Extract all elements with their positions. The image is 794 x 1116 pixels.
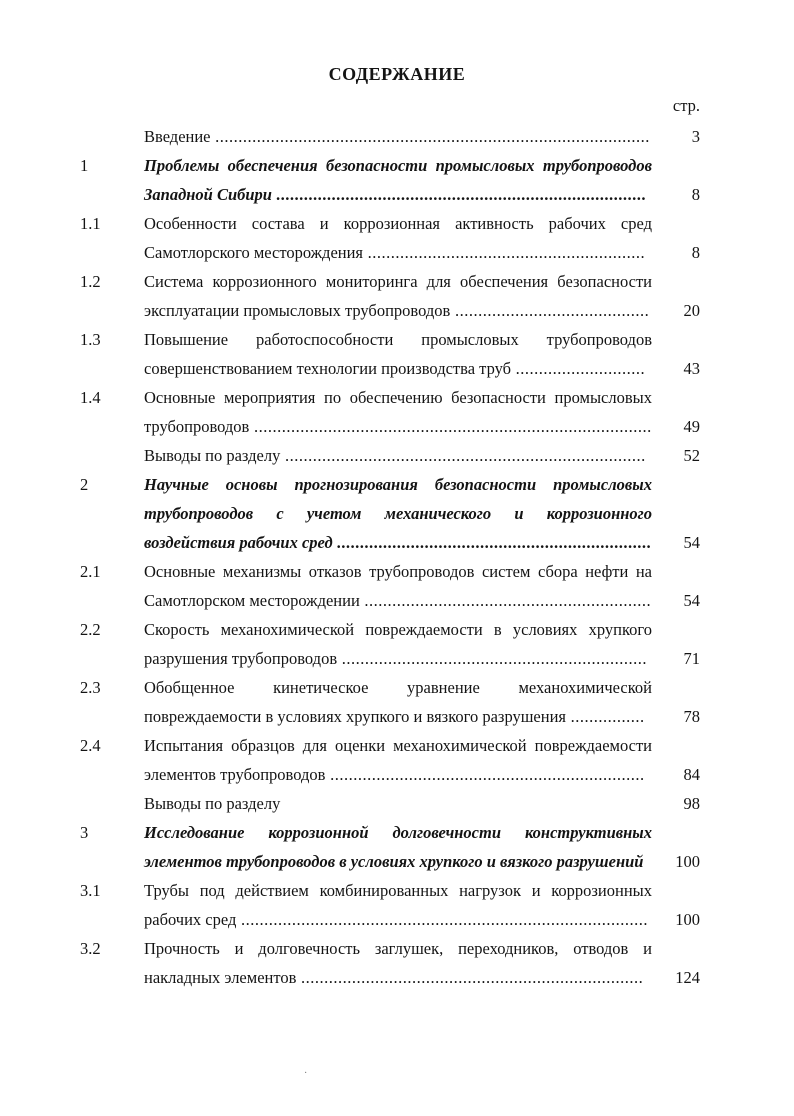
entry-number: 3.2: [80, 939, 101, 958]
entry-page: 54: [683, 533, 700, 552]
leader-dots: ................................................................................: [272, 185, 647, 204]
leader-dots: ......................................................................................: [249, 417, 652, 436]
leader-dots: ....................................................................: [325, 765, 645, 784]
entry-page: 8: [691, 243, 700, 262]
toc-entry: [80, 731, 700, 789]
entry-title: Исследование коррозионной долговечности конструктивных элементов трубопроводов в условиях хрупкого и вязкого разрушений: [144, 823, 652, 871]
entry-number: 2.2: [80, 620, 101, 639]
entry-page: 100: [675, 852, 700, 871]
page-column-label: стр.: [672, 96, 700, 115]
leader-dots: ..............................................................: [359, 591, 652, 610]
entry-page: 49: [683, 417, 700, 436]
entry-page: 20: [683, 301, 700, 320]
entry-page: 52: [683, 446, 700, 465]
toc-entry: [80, 789, 700, 818]
entry-page: 78: [683, 707, 700, 726]
entry-page: 98: [683, 794, 700, 813]
toc-entry: [80, 557, 700, 615]
entry-number: 2.4: [80, 736, 101, 755]
toc-entry: [80, 615, 700, 673]
entry-title: Выводы по разделу: [144, 794, 281, 813]
entry-number: 2.1: [80, 562, 101, 581]
entry-number: 3: [80, 823, 89, 842]
leader-dots: ............................: [511, 359, 646, 378]
entry-title: Основные механизмы отказов трубопроводов систем сбора нефти на Самотлорском месторождении: [144, 562, 652, 610]
toc-entry: [80, 122, 700, 151]
entry-title: Трубы под действием комбинированных нагрузок и коррозионных рабочих сред: [144, 881, 652, 929]
entry-number: 1.3: [80, 330, 101, 349]
entry-page: 8: [691, 185, 700, 204]
leader-dots: ....................................................................: [332, 533, 652, 552]
leader-dots: ..................................................................: [337, 649, 647, 668]
entry-page: 100: [675, 910, 700, 929]
toc-entry: [80, 934, 700, 992]
leader-dots: ..............................................................................................: [210, 127, 650, 146]
entry-page: 43: [683, 359, 700, 378]
leader-dots: ..............................................................................: [280, 446, 646, 465]
entry-number: 2: [80, 475, 89, 494]
toc-entry-chapter: [80, 818, 700, 876]
leader-dots: ..........................................: [450, 301, 650, 320]
entry-number: 3.1: [80, 881, 101, 900]
entry-page: 84: [683, 765, 700, 784]
toc-entry: [80, 325, 700, 383]
toc-entry: [80, 267, 700, 325]
entry-title: Повышение работоспособности промысловых трубопроводов совершенствованием технологии производства труб: [144, 330, 652, 378]
entry-number: 1.1: [80, 214, 101, 233]
entry-number: 2.3: [80, 678, 101, 697]
leader-dots: ........................................................................................: [236, 910, 648, 929]
entry-title: Особенности состава и коррозионная активность рабочих сред Самотлорского месторождения: [144, 214, 652, 262]
entry-number: 1.4: [80, 388, 101, 407]
entry-title: Научные основы прогнозирования безопасности промысловых трубопроводов с учетом механического и коррозионного воздействия рабочих сред: [144, 475, 652, 552]
entry-number: 1: [80, 156, 89, 175]
toc-entry: [80, 441, 700, 470]
toc-entry-chapter: [80, 151, 700, 209]
toc-entry: [80, 673, 700, 731]
entry-page: 3: [691, 127, 700, 146]
toc-entry: [80, 383, 700, 441]
leader-dots: ..........................................................................: [296, 968, 644, 987]
leader-dots: ................: [566, 707, 645, 726]
entry-title: Испытания образцов для оценки механохимической повреждаемости элементов трубопроводов: [144, 736, 652, 784]
entry-page: 124: [675, 968, 700, 987]
toc-entry-chapter: [80, 470, 700, 557]
page-title: СОДЕРЖАНИЕ: [328, 64, 466, 84]
entry-number: 1.2: [80, 272, 101, 291]
entry-page: 54: [683, 591, 700, 610]
entry-title: Введение: [144, 127, 211, 146]
entry-title: Обобщенное кинетическое уравнение механохимической повреждаемости в условиях хрупкого и вязкого разрушения: [144, 678, 652, 726]
entry-title: Проблемы обеспечения безопасности промысловых трубопроводов Западной Сибири: [144, 156, 652, 204]
entry-title: Выводы по разделу: [144, 446, 281, 465]
entry-page: 71: [683, 649, 700, 668]
leader-dots: ............................................................: [363, 243, 646, 262]
table-of-contents: [80, 122, 700, 992]
entry-title: Система коррозионного мониторинга для обеспечения безопасности эксплуатации промысловых трубопроводов: [144, 272, 652, 320]
entry-title: Прочность и долговечность заглушек, переходников, отводов и накладных элементов: [144, 939, 652, 987]
toc-entry: [80, 209, 700, 267]
entry-title: Основные мероприятия по обеспечению безопасности промысловых трубопроводов: [144, 388, 652, 436]
stray-mark: ·: [304, 1068, 308, 1079]
entry-title: Скорость механохимической повреждаемости в условиях хрупкого разрушения трубопроводов: [144, 620, 652, 668]
toc-entry: [80, 876, 700, 934]
